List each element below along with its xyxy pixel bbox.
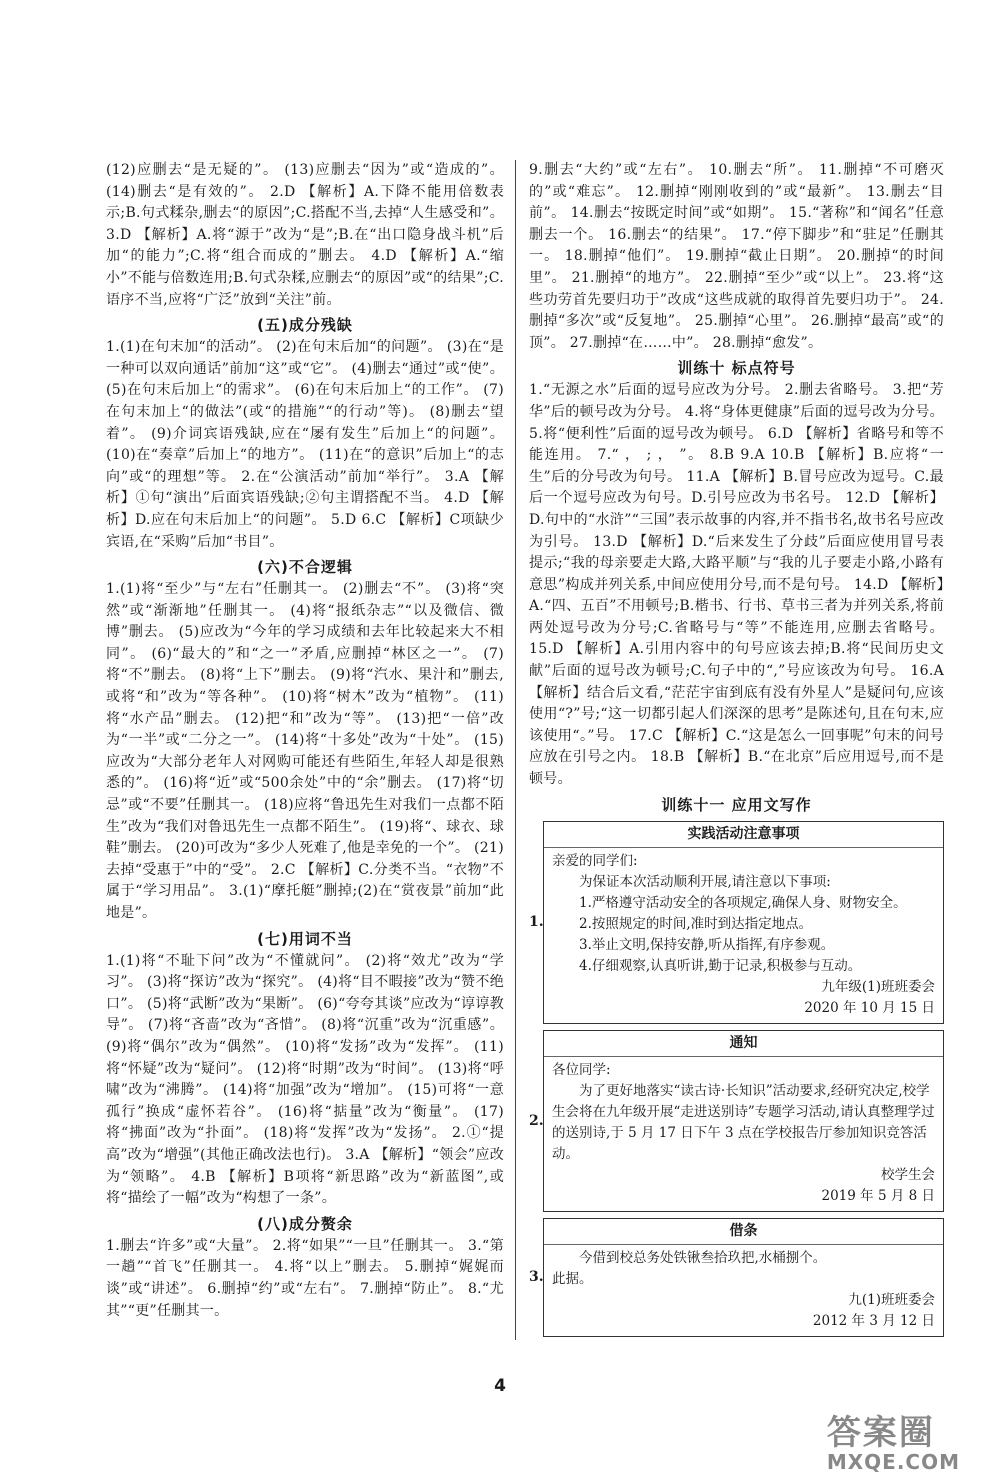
answer-paragraph-7: 1.(1)将“不耻下问”改为“不懂就问”。 (2)将“效尤”改为“学习”。 (3)将“探访”改为“探究”。 (4)将“目不暇接”改为“赞不绝口”。 (5)将“武断”改为“果断”。 (6)“夸夸其谈”应改为“谆谆教导”。 (7)将“吝啬”改为“吝惜”。 (8)将“沉重”改为“沉重感”。 (9)将“偶尔”改为“偶然”。 (10)将“发扬”改为“发挥”。 (11)将“怀疑”改为“疑问”。 (12)将“时期”改为“时间”。 (13)将“呼啸”改为“沸腾”。 (14)将“加强”改为“增加”。 (15)可将“一意孤行”换成“虚怀若谷”。 (16)将“掂量”改为“衡量”。 (17)将“拂面”改为“扑面”。 (18)将“发挥”改为“发扬”。 2.①“提高”改为“增强”(其他正确改法也行)。 3.A 【解析】“领会”应改为“领略”。 4.B 【解析】B项将“新思路”改为“新蓝图”,或将“描绘了一幅”改为“构想了一条”。 (106, 952, 504, 1207)
box-line: 4.仔细观察,认真听讲,勤于记录,积极参与互动。 (579, 957, 862, 974)
box-date: 2019 年 5 月 8 日 (821, 1187, 935, 1204)
answer-paragraph-9: 9.删去“大约”或“左右”。 10.删去“所”。 11.删掉“不可磨灭的”或“难忘”。 12.删掉“刚刚收到的”或“最新”。 13.删去“目前”。 14.删去“按既定时间”或“如期”。 15.“著称”和“闻名”任意删去一个。 16.删去“的结果”。 17.“停下脚步”和“驻足”任删其一。 18.删掉“他们”。 19.删掉“截止日期”。 20.删掉“的时间里”。 21.删掉“的地方”。 22.删掉“至少”或“以上”。 23.将“这些功劳首先要归功于”改成“这些成就的取得首先要归功于”。 24.删掉“多次”或“反复地”。 25.删掉“心里”。 26.删掉“最高”或“的顶”。 27.删掉“在……中”。 28.删掉“愈发”。 (529, 162, 944, 351)
notice-box-announcement (543, 1030, 944, 1212)
section-heading-6: (六)不合逻辑 (257, 558, 353, 577)
section-heading-7: (七)用词不当 (257, 929, 353, 948)
right-column (529, 160, 944, 1337)
answer-number: 3. (529, 1269, 544, 1286)
box-signature: 九年级(1)班班委会 (821, 978, 935, 995)
box-line: 3.举止文明,保持安静,听从指挥,有序参观。 (579, 936, 835, 953)
box-title: 借条 (544, 1219, 943, 1245)
box-signature: 九(1)班班委会 (848, 1291, 935, 1308)
answer-paragraph-5: 1.(1)在句末加“的活动”。 (2)在句末后加“的问题”。 (3)在“是一种可以双向通话”前加“这”或“它”。 (4)删去“通过”或“使”。 (5)在句末后加上“的需求”。 (6)在句末后加上“的工作”。 (7)在句末加上“的做法”(或“的措施”“的行动”等)。 (8)删去“望着”。 (9)介词宾语残缺,应在“屡有发生”后加上“的问题”。 (10)在“奏章”后加上“的地方”。 (11)在“的意识”后加上“的志向”或“的理想”等。 2.在“公演活动”前加“举行”。 3.A 【解析】①句“演出”后面宾语残缺;②句主谓搭配不当。 4.D 【解析】D.应在句末后加上“的问题”。 5.D 6.C 【解析】C项缺少宾语,在“采购”后加“书目”。 (106, 339, 504, 550)
box-body: 为了更好地落实“读古诗·长知识”活动要求,经研究决定,校学生会将在九年级开展“走进送别诗”专题学习活动,请认真整理学过的送别诗,于 5 月 17 日下午 3 点在学校报告厅参加知识竞答活动。 (552, 1082, 935, 1162)
box-title: 通知 (544, 1031, 943, 1057)
notice-box-activity (543, 821, 944, 1024)
notice-box-iou (543, 1218, 944, 1337)
section-heading-10: 训练十 标点符号 (677, 359, 796, 378)
box-signature: 校学生会 (881, 1166, 935, 1183)
watermark-text: 答案圈 (826, 1413, 935, 1453)
answer-paragraph-10: 1.“无源之水”后面的逗号应改为分号。 2.删去省略号。 3.把“芳华”后的顿号改为分号。 4.将“身体更健康”后面的逗号改为分号。 5.将“便利性”后面的逗号改为顿号。 6.D 【解析】省略号和等不能连用。 7.“ ， ; ， ”。 8.B 9.A 10.B 【解析】B.应将“一生”后的分号改为句号。 11.A 【解析】B.冒号应改为逗号。C.最后一个逗号应改为句号。D.引号应改为书名号。 12.D 【解析】D.句中的“水浒”“三国”表示故事的内容,并不指书名,故书名号应改为引号。 13.D 【解析】D.“后来发生了分歧”后面应使用冒号表提示;“我的母亲要走大路,大路平顺”与“我的儿子要走小路,小路有意思”构成并列关系,中间应使用分号,而不是句号。 14.D 【解析】A.“四、五百”不用顿号;B.楷书、行书、草书三者为并列关系,将前两处逗号改为分号;C.省略号与“等”不能连用,应删去省略号。 15.D 【解析】A.引用内容中的句号应该去掉;B.将“民间历史文献”后面的逗号改为顿号;C.句子中的“,”号应该改为句号。 16.A 【解析】结合后文看,“茫茫宇宙到底有没有外星人”是疑问句,应该使用“?”号;“这一切都引起人们深深的思考”是陈述句,且在句末,应该使用“。”号。 17.C 【解析】C.“这是怎么一回事呢”句末的问号应放在引号之内。 18.B 【解析】B.“在北京”后应用逗号,而不是顿号。 (529, 382, 944, 788)
box-line: 2.按照规定的时间,准时到达指定地点。 (579, 915, 813, 932)
answer-2-row (529, 1030, 944, 1212)
box-date: 2020 年 10 月 15 日 (804, 999, 935, 1016)
answer-3-row (529, 1218, 944, 1337)
left-column (106, 160, 504, 1322)
answer-number: 1. (529, 914, 544, 931)
box-date: 2012 年 3 月 12 日 (812, 1312, 935, 1329)
section-heading-5: (五)成分残缺 (257, 316, 353, 335)
answer-paragraph-8: 1.删去“许多”或“大量”。 2.将“如果”“一旦”任删其一。 3.“第一趟”“首飞”任删其一。 4.将“以上”删去。 5.删掉“娓娓而谈”或“讲述”。 6.删掉“约”或“左右”。 7.删掉“防止”。 8.“尤其”“更”任删其一。 (106, 1237, 504, 1319)
column-divider (515, 160, 516, 1340)
box-title: 实践活动注意事项 (544, 822, 943, 848)
box-line: 为保证本次活动顺利开展,请注意以下事项: (579, 873, 831, 890)
watermark-logo (827, 1405, 960, 1474)
answer-paragraph-6: 1.(1)将“至少”与“左右”任删其一。 (2)删去“不”。 (3)将“突然”或“渐渐地”任删其一。 (4)将“报纸杂志”“以及微信、微博”删去。 (5)应改为“今年的学习成绩和去年比较起来大不相同”。 (6)“最大的”和“之一”矛盾,应删掉“林区之一”。 (7)将“不”删去。 (8)将“上下”删去。 (9)将“汽水、果汁和”删去,或将“和”改为“等各种”。 (10)将“树木”改为“植物”。 (11)将“水产品”删去。 (12)把“和”改为“等”。 (13)把“一倍”改为“一半”或“二分之一”。 (14)将“十多处”改为“十处”。 (15)应改为“大部分老年人对网购可能还有些陌生,年轻人却是很熟悉的”。 (16)将“近”或“500余处”中的“余”删去。 (17)将“切忌”或“不要”任删其一。 (18)应将“鲁迅先生对我们一点都不陌生”改为“我们对鲁迅先生一点都不陌生”。 (19)将“、球衣、球鞋”删去。 (20)可改为“多少人死难了,他是幸免的一个”。 (21)去掉“受惠于”中的“受”。 2.C 【解析】C.分类不当。“衣物”不属于“学习用品”。 3.(1)“摩托艇”删掉;(2)在“赏夜景”前加“此地是”。 (106, 581, 504, 921)
box-greeting: 亲爱的同学们: (552, 852, 638, 869)
answer-1-row (529, 821, 944, 1024)
box-body: 今借到校总务处铁锹叁拾玖把,水桶捌个。 (579, 1249, 827, 1266)
box-greeting: 各位同学: (552, 1061, 611, 1078)
answer-paragraph-4: (12)应删去“是无疑的”。 (13)应删去“因为”或“造成的”。 (14)删去“是有效的”。 2.D 【解析】A.下降不能用倍数表示;B.句式糅杂,删去“的原因”;C.搭配不当,去掉“人生感受和”。 3.D 【解析】A.将“源于”改为“是”;B.在“出口隐身战斗机”后加“的能力”;C.将“组合而成的”删去。 4.D 【解析】A.“缩小”不能与倍数连用;B.句式杂糅,应删去“的原因”或“的结果”;C.语序不当,应将“广泛”放到“关注”前。 (106, 162, 504, 308)
answer-number: 2. (529, 1112, 544, 1129)
watermark-url: MXQE.COM (826, 1450, 960, 1474)
section-heading-11: 训练十一 应用文写作 (661, 795, 812, 814)
box-line: 1.严格遵守活动安全的各项规定,确保人身、财物安全。 (579, 894, 907, 911)
page-number: 4 (494, 1376, 506, 1396)
box-closing: 此据。 (552, 1270, 593, 1287)
section-heading-8: (八)成分赘余 (257, 1214, 353, 1233)
